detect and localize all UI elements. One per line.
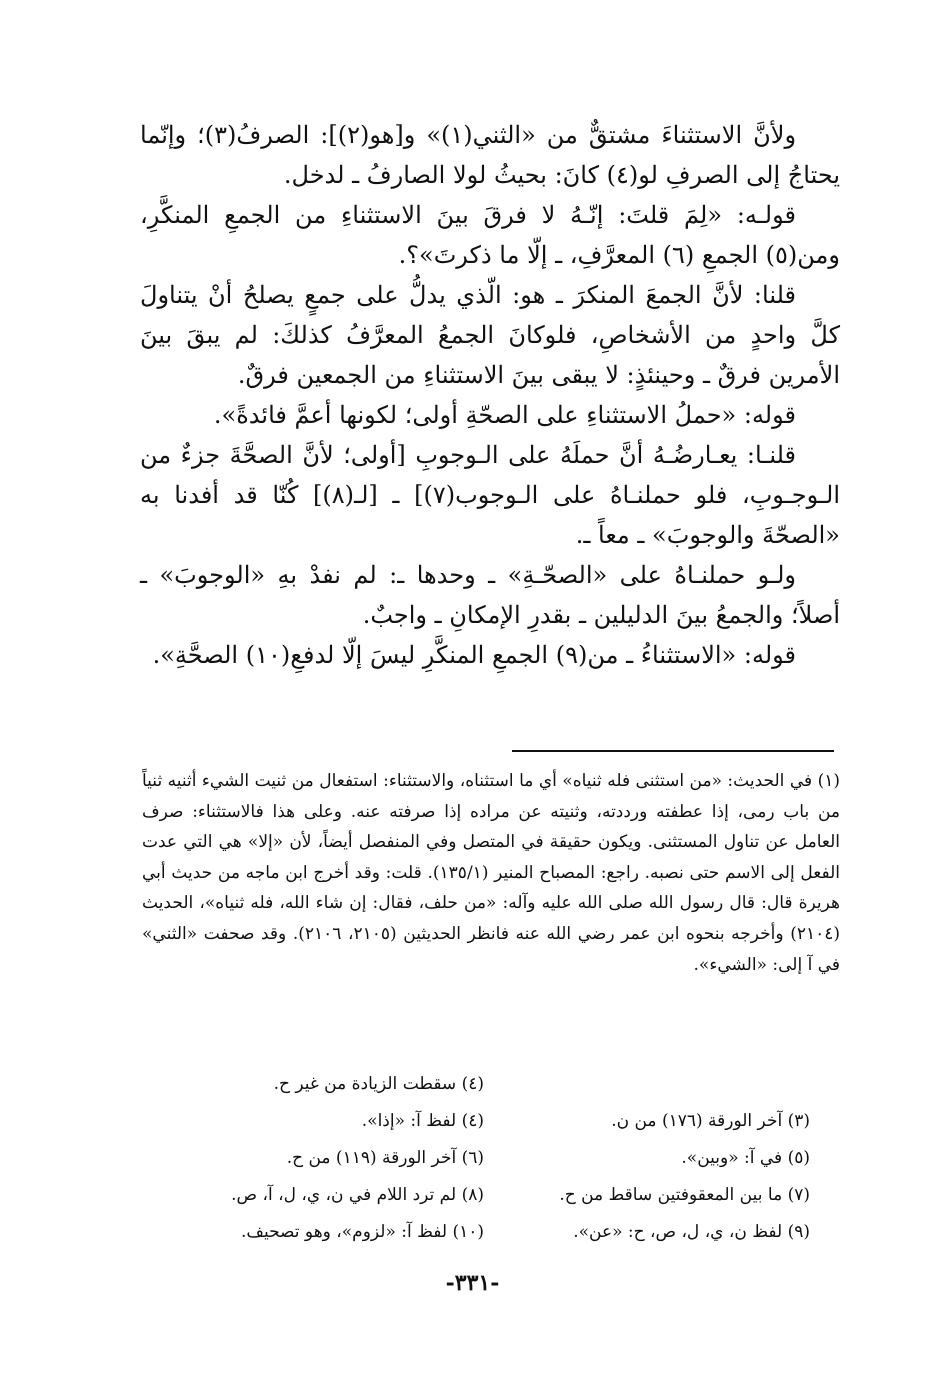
page-number: -٣٣١- <box>445 1270 500 1296</box>
main-text <box>140 115 840 675</box>
paragraph: قلنـا: يعـارضُـهُ أنَّ حملَهُ على الـوجوبِ [أولى؛ لأنَّ الصحَّةَ جزءٌ من الـوجـوبِ، فلو حملنـاهُ على الـوجوب(٧)] ـ [لـ(٨)] كُنّا قد أفدنا به «الصحّةَ والوجوبَ» ـ معاً ـ. <box>140 441 840 549</box>
footnote-right: (٣) آخر الورقة (١٧٦) من ن. <box>611 1111 810 1131</box>
paragraph: قلنا: لأنَّ الجمعَ المنكرَ ـ هو: الّذي يدلُّ على جمعٍ يصلحُ أنْ يتناولَ كلَّ واحدٍ من الأشخاصِ، فلوكانَ الجمعُ المعرَّفُ كذلكَ: لم يبقَ بينَ الأمرين فرقٌ ـ وحينئذٍ: لا يبقى بينَ الاستثناءِ من الجمعين فرقٌ. <box>140 281 840 389</box>
footnote-right <box>484 1066 840 1103</box>
footnote-row <box>128 1066 840 1103</box>
footnote-row <box>128 1140 840 1177</box>
footnote-row <box>128 1103 840 1140</box>
paragraph: قولـه: «لِمَ قلتَ: إنّـهُ لا فرقَ بينَ الاستثناءِ من الجمعِ المنكَّرِ، ومن(٥) الجمعِ (٦) المعرَّفِ، ـ إلّا ما ذكرتَ»؟. <box>140 201 840 269</box>
footnote-left: (١٠) لفظ آ: «لزوم»، وهو تصحيف. <box>240 1222 484 1242</box>
paragraph: قوله: «الاستثناءُ ـ من(٩) الجمعِ المنكَّرِ ليسَ إلّا لدفعِ(١٠) الصحَّةِ». <box>152 641 796 669</box>
footnote-row <box>128 1177 840 1214</box>
footnote-separator <box>512 750 834 752</box>
footnote-right: (٥) في آ: «وبين». <box>681 1148 810 1168</box>
footnote-1: (١) في الحديث: «من استثنى فله ثنياه» أي ما استثناه، والاستثناء: استفعال من ثنيت الشيء أثنيه ثنياً من باب رمى، إذا عطفته ورددته، وثنيته عن مراده إذا صرفته عنه. وعلى هذا فالاستثناء: صرف العامل عن تناول المستثنى. ويكون حقيقة في المتصل وفي المنفصل أيضاً، لأن «إلا» هي التي عدت الفعل إلى الاسم حتى نصبه. راجع: المصباح المنير (١٣٥/١). قلت: وقد أخرج ابن ماجه من حديث أبي هريرة قال: قال رسول الله صلى الله عليه وآله: «من حلف، فقال: إن شاء الله، فله ثنياه»، الحديث (٢١٠٤) وأخرجه بنحوه ابن عمر رضي الله عنه فانظر الحديثين (٢١٠٥، ٢١٠٦). وقد صحفت «الثني» في آ إلى: «الشيء». <box>142 771 841 975</box>
footnote-left: (٤) لفظ آ: «إذا». <box>361 1111 484 1131</box>
footnote-left: (٦) آخر الورقة (١١٩) من ح. <box>286 1148 484 1168</box>
footnote-right: (٧) ما بين المعقوفتين ساقط من ح. <box>559 1185 810 1205</box>
paragraph: ولـو حملنـاهُ على «الصحّـةِ» ـ وحدها ـ: لم نفدْ بهِ «الوجوبَ» ـ أصلاً؛ والجمعُ بينَ الدليلين ـ بقدرِ الإمكانِ ـ واجبٌ. <box>140 561 840 629</box>
footnote-left: (٨) لم ترد اللام في ن، ي، ل، آ، ص. <box>231 1185 484 1205</box>
paragraph: قوله: «حملُ الاستثناءِ على الصحّةِ أولى؛ لكونها أعمَّ فائدةً». <box>213 401 796 429</box>
footnotes <box>142 766 840 980</box>
footnote-grid <box>128 1066 840 1251</box>
footnote-left: (٤) سقطت الزيادة من غير ح. <box>273 1074 484 1094</box>
paragraph: ولأنَّ الاستثناءَ مشتقٌّ من «الثني(١)» و[هو(٢)]: الصرفُ(٣)؛ وإنّما يحتاجُ إلى الصرفِ لو(٤) كانَ: بحيثُ لولا الصارفُ ـ لدخل. <box>140 121 840 189</box>
footnote-right: (٩) لفظ ن، ي، ل، ص، ح: «عن». <box>573 1222 810 1242</box>
footnote-row <box>128 1214 840 1251</box>
